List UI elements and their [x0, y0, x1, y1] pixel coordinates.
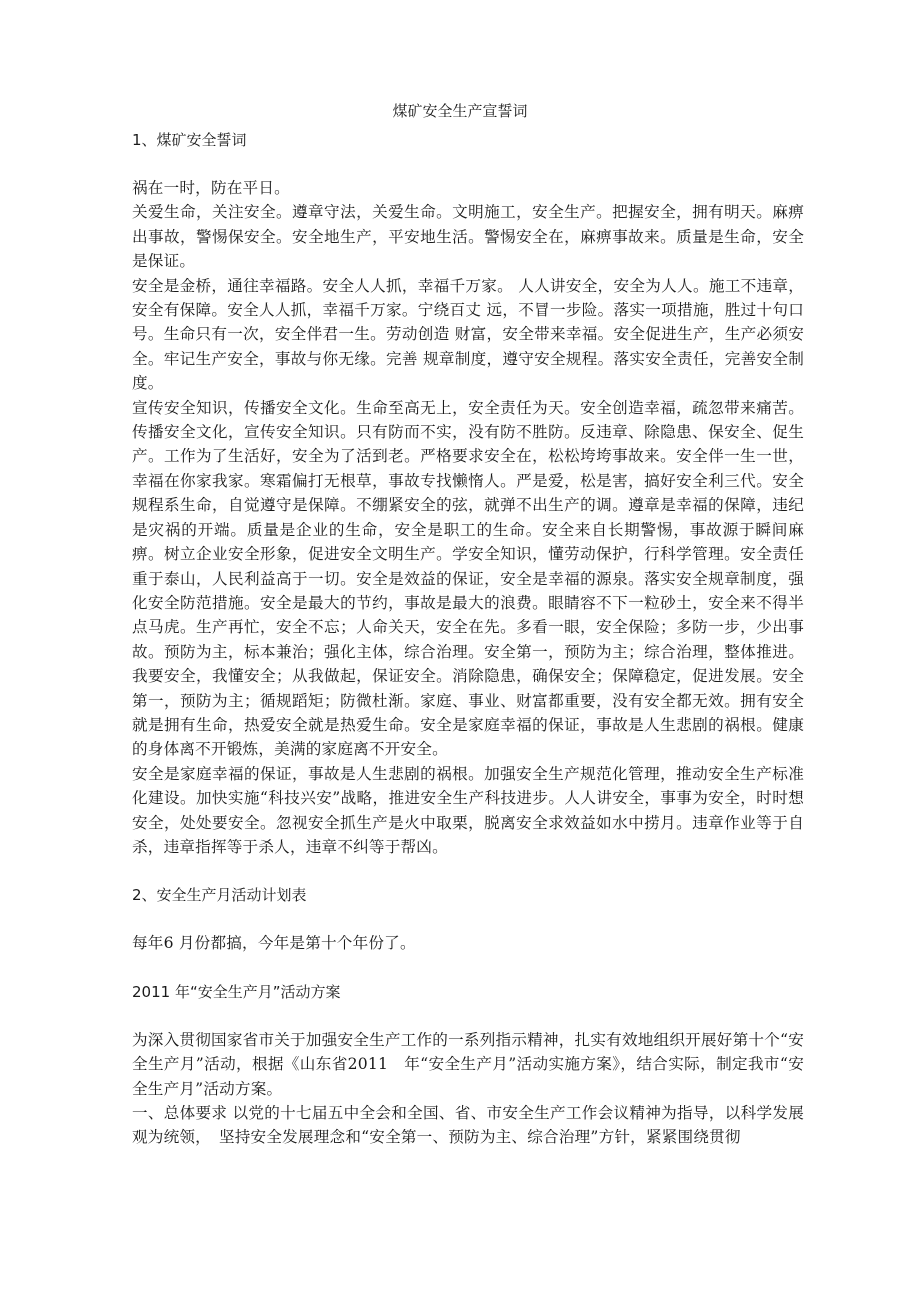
plan-title: 2011 年“安全生产月”活动方案 [132, 982, 341, 1001]
paragraph: 为深入贯彻国家省市关于加强安全生产工作的一系列指示精神，扎实有效地组织开展好第十个“安全生产月”活动，根据《山东省2011 年“安全生产月”活动实施方案》，结合实际，制定我市“安全生产月”活动方案。 [132, 1030, 804, 1098]
section-1-heading: 1、煤矿安全誓词 [132, 131, 247, 149]
document-body [132, 128, 804, 1150]
paragraph: 安全是金桥，通往幸福路。安全人人抓，幸福千万家。 人人讲安全，安全为人人。施工不违章，安全有保障。安全人人抓，幸福千万家。宁绕百丈 远，不冒一步险。落实一项措施，胜过十句口号。生命只有一次，安全伴君一生。劳动创造 财富，安全带来幸福。安全促进生产，生产必须安全。牢记生产安全，事故与你无缘。完善 规章制度，遵守安全规程。落实安全责任，完善安全制度。 [132, 276, 804, 393]
paragraph: 一、总体要求 以党的十七届五中全会和全国、省、市安全生产工作会议精神为指导，以科学发展观为统领， 坚持安全发展理念和“安全第一、预防为主、综合治理”方针，紧紧围绕贯彻 [132, 1104, 804, 1147]
paragraph: 关爱生命，关注安全。遵章守法，关爱生命。文明施工，安全生产。把握安全，拥有明天。麻痹出事故，警惕保安全。安全地生产，平安地生活。警惕安全在，麻痹事故来。质量是生命，安全是保证。 [132, 203, 804, 271]
paragraph: 祸在一时，防在平日。 [132, 179, 290, 197]
section-2-heading: 2、安全生产月活动计划表 [132, 886, 307, 905]
document-title: 煤矿安全生产宣誓词 [392, 102, 528, 120]
section-2-note: 每年6 月份都搞，今年是第十个年份了。 [132, 934, 416, 953]
paragraph: 宣传安全知识，传播安全文化。生命至高无上，安全责任为天。安全创造幸福，疏忽带来痛苦。传播安全文化，宣传安全知识。只有防而不实，没有防不胜防。反违章、除隐患、保安全、促生产。工作为了生活好，安全为了活到老。严格要求安全在，松松垮垮事故来。安全伴一生一世，幸福在你家我家。寒霜偏打无根草，事故专找懒惰人。严是爱，松是害，搞好安全利三代。安全规程系生命，自觉遵守是保障。不绷紧安全的弦，就弹不出生产的调。遵章是幸福的保障，违纪是灾祸的开端。质量是企业的生命，安全是职工的生命。安全来自长期警惕，事故源于瞬间麻痹。树立企业安全形象，促进安全文明生产。学安全知识，懂劳动保护，行科学管理。安全责任重于泰山，人民利益高于一切。安全是效益的保证，安全是幸福的源泉。落实安全规章制度，强化安全防范措施。安全是最大的节约，事故是最大的浪费。眼睛容不下一粒砂土，安全来不得半点马虎。生产再忙，安全不忘；人命关天，安全在先。多看一眼，安全保险；多防一步，少出事故。预防为主，标本兼治；强化主体，综合治理。安全第一，预防为主；综合治理，整体推进。我要安全，我懂安全；从我做起，保证安全。消除隐患，确保安全；保障稳定，促进发展。安全第一，预防为主；循规蹈矩；防微杜渐。家庭、事业、财富都重要，没有安全都无效。拥有安全就是拥有生命，热爱安全就是热爱生命。安全是家庭幸福的保证，事故是人生悲剧的祸根。健康的身体离不开锻炼，美满的家庭离不开安全。 [132, 398, 804, 759]
paragraph: 安全是家庭幸福的保证，事故是人生悲剧的祸根。加强安全生产规范化管理，推动安全生产标准化建设。加快实施“科技兴安”战略，推进安全生产科技进步。人人讲安全，事事为安全，时时想安全，处处要安全。忽视安全抓生产是火中取栗，脱离安全求效益如水中捞月。违章作业等于自杀，违章指挥等于杀人，违章不纠等于帮凶。 [132, 764, 804, 856]
